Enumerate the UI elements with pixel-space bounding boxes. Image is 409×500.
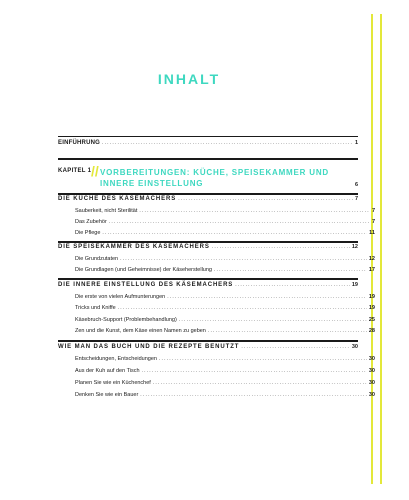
- toc-section[interactable]: [58, 244, 358, 250]
- leader-dots: [153, 380, 367, 386]
- entry-page: 11: [369, 230, 375, 236]
- entry-page: 17: [368, 267, 375, 273]
- entry-label: Tricks und Kniffe: [75, 305, 116, 311]
- entry-label: Denken Sie wie ein Bauer: [75, 392, 139, 398]
- chapter-page: 6: [354, 182, 358, 188]
- chapter-slash: //: [91, 163, 99, 179]
- divider-intro: [58, 136, 358, 137]
- divider-section: [58, 340, 358, 342]
- toc-entry[interactable]: [58, 256, 375, 262]
- leader-dots: [120, 256, 367, 262]
- entry-page: 30: [368, 392, 375, 398]
- leader-dots: [142, 368, 367, 374]
- chapter-title-line1: VORBEREITUNGEN: KÜCHE, SPEISEKAMMER UND: [100, 168, 329, 177]
- divider-section: [58, 278, 358, 280]
- leader-dots: [208, 328, 367, 334]
- page-title: INHALT: [157, 71, 221, 87]
- toc-entry[interactable]: [58, 356, 375, 362]
- entry-label: Die Pflege: [75, 230, 101, 236]
- entry-page: 7: [371, 208, 375, 214]
- toc-entry[interactable]: [58, 208, 375, 214]
- toc-entry[interactable]: [58, 317, 375, 323]
- leader-dots: [178, 196, 353, 202]
- toc-section[interactable]: [58, 196, 358, 202]
- entry-label: Planen Sie wie ein Küchenchef: [75, 380, 151, 386]
- toc-entry[interactable]: [58, 305, 375, 311]
- chapter-title-line2: INNERE EINSTELLUNG: [100, 179, 204, 188]
- toc-entry[interactable]: [58, 219, 375, 225]
- leader-dots: [167, 294, 367, 300]
- toc-entry[interactable]: [58, 392, 375, 398]
- toc-entry[interactable]: [58, 380, 375, 386]
- leader-dots: [241, 344, 350, 350]
- toc-entry[interactable]: [58, 230, 375, 236]
- entry-label: Entscheidungen, Entscheidungen: [75, 356, 157, 362]
- leader-dots: [139, 208, 370, 214]
- section-page: 19: [351, 282, 358, 288]
- leader-dots: [212, 244, 350, 250]
- entry-page: 12: [368, 256, 375, 262]
- intro-page: 1: [354, 140, 358, 146]
- section-title: DIE SPEISEKAMMER DES KÄSEMACHERS: [58, 244, 210, 250]
- toc-entry[interactable]: [58, 368, 375, 374]
- leader-dots: [102, 230, 367, 236]
- entry-page: 28: [368, 328, 375, 334]
- entry-label: Aus der Kuh auf den Tisch: [75, 368, 140, 374]
- leader-dots: [109, 219, 370, 225]
- intro-label: EINFÜHRUNG: [58, 140, 100, 146]
- toc-intro[interactable]: [58, 140, 358, 146]
- chapter-number: KAPITEL 1: [58, 168, 92, 174]
- leader-dots: [102, 140, 353, 146]
- toc-entry[interactable]: [58, 267, 375, 273]
- section-page: 7: [354, 196, 358, 202]
- entry-page: 25: [368, 317, 375, 323]
- leader-dots: [179, 317, 367, 323]
- entry-page: 19: [368, 305, 375, 311]
- toc-entry[interactable]: [58, 294, 375, 300]
- toc-section[interactable]: [58, 344, 358, 350]
- section-page: 12: [351, 244, 358, 250]
- leader-dots: [235, 282, 350, 288]
- section-page: 30: [351, 344, 358, 350]
- leader-dots: [140, 392, 367, 398]
- entry-label: Die erste von vielen Aufmunterungen: [75, 294, 166, 300]
- entry-page: 7: [371, 219, 375, 225]
- divider-chapter: [58, 158, 358, 160]
- toc-section[interactable]: [58, 282, 358, 288]
- section-title: WIE MAN DAS BUCH UND DIE REZEPTE BENUTZT: [58, 344, 240, 350]
- divider-section: [58, 241, 358, 243]
- margin-line-right: [380, 14, 382, 484]
- chapter-heading[interactable]: [58, 164, 358, 192]
- entry-label: Sauberkeit, nicht Sterilität: [75, 208, 138, 214]
- leader-dots: [159, 356, 367, 362]
- entry-label: Zen und die Kunst, dem Käse einen Namen zu geben: [75, 328, 206, 334]
- entry-label: Das Zubehör: [75, 219, 107, 225]
- divider-section: [58, 193, 358, 195]
- toc-entry[interactable]: [58, 328, 375, 334]
- entry-page: 30: [368, 356, 375, 362]
- entry-label: Käsebruch-Support (Problembehandlung): [75, 317, 177, 323]
- section-title: DIE KÜCHE DES KÄSEMACHERS: [58, 196, 177, 202]
- entry-page: 19: [368, 294, 375, 300]
- leader-dots: [214, 267, 367, 273]
- entry-label: Die Grundlagen (und Geheimnisse) der Käseherstellung: [75, 267, 212, 273]
- entry-page: 30: [368, 380, 375, 386]
- section-title: DIE INNERE EINSTELLUNG DES KÄSEMACHERS: [58, 282, 234, 288]
- entry-page: 30: [368, 368, 375, 374]
- leader-dots: [118, 305, 367, 311]
- entry-label: Die Grundzutaten: [75, 256, 119, 262]
